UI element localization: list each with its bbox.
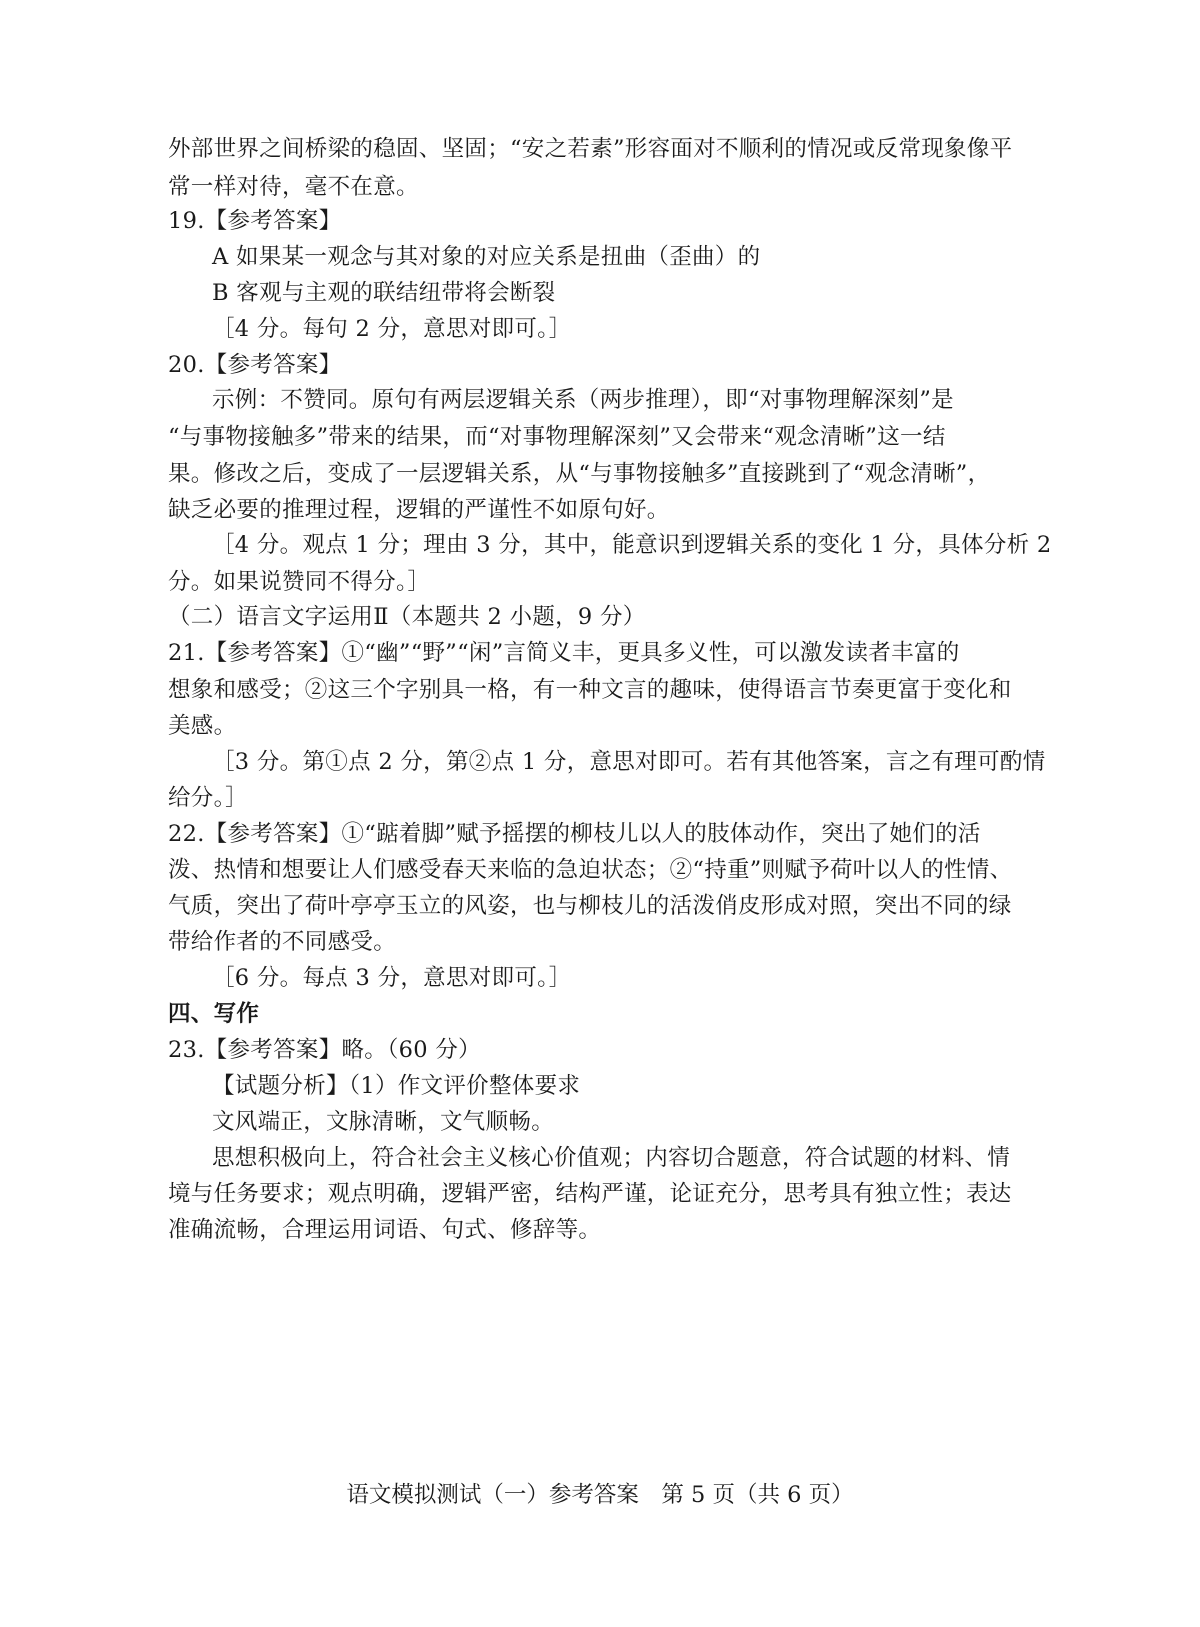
answer-heading-21: 21.【参考答案】①“幽”“野”“闲”言简义丰，更具多义性，可以激发读者丰富的 [168,640,960,666]
text-line: 带给作者的不同感受。 [168,929,397,955]
answer-heading-22: 22.【参考答案】①“踮着脚”赋予摇摆的柳枝儿以人的肢体动作，突出了她们的活 [168,821,981,847]
text-line: 泼、热情和想要让人们感受春天来临的急迫状态；②“持重”则赋予荷叶以人的性情、 [168,857,1013,883]
text-line: 外部世界之间桥梁的稳固、坚固；“安之若素”形容面对不顺利的情况或反常现象像平 [168,136,1013,162]
scoring-note: ［4 分。每句 2 分，意思对即可。］ [212,316,572,342]
text-line: B 客观与主观的联结纽带将会断裂 [212,280,556,306]
text-line: 想象和感受；②这三个字别具一格，有一种文言的趣味，使得语言节奏更富于变化和 [168,677,1012,703]
section-heading: （二）语言文字运用Ⅱ（本题共 2 小题，9 分） [168,604,646,630]
text-line: 分。如果说赞同不得分。］ [168,569,431,595]
text-line: “与事物接触多”带来的结果，而“对事物理解深刻”又会带来“观念清晰”这一结 [168,424,946,450]
text-line: 准确流畅，合理运用词语、句式、修辞等。 [168,1217,602,1243]
answer-heading-23: 23.【参考答案】略。（60 分） [168,1037,481,1063]
scoring-note: ［6 分。每点 3 分，意思对即可。］ [212,965,572,991]
text-line: A 如果某一观念与其对象的对应关系是扭曲（歪曲）的 [212,244,761,270]
analysis-heading: 【试题分析】（1）作文评价整体要求 [212,1073,581,1099]
text-line: 示例：不赞同。原句有两层逻辑关系（两步推理），即“对事物理解深刻”是 [212,387,954,413]
text-line: 常一样对待，毫不在意。 [168,174,419,200]
text-line: 缺乏必要的推理过程，逻辑的严谨性不如原句好。 [168,497,670,523]
section-heading-writing: 四、写作 [168,1001,260,1027]
scoring-note: ［3 分。第①点 2 分，第②点 1 分，意思对即可。若有其他答案，言之有理可酌情 [212,749,1046,775]
text-line: 文风端正，文脉清晰，文气顺畅。 [212,1109,555,1135]
answer-heading-19: 19.【参考答案】 [168,208,342,234]
text-line: 气质，突出了荷叶亭亭玉立的风姿，也与柳枝儿的活泼俏皮形成对照，突出不同的绿 [168,893,1012,919]
text-line: 美感。 [168,713,237,739]
text-line: 果。修改之后，变成了一层逻辑关系，从“与事物接触多”直接跳到了“观念清晰”， [168,461,991,487]
scoring-note: ［4 分。观点 1 分；理由 3 分，其中，能意识到逻辑关系的变化 1 分，具体分析 2 [212,532,1052,558]
page-footer: 语文模拟测试（一）参考答案 第 5 页（共 6 页） [346,1482,854,1508]
text-line: 思想积极向上，符合社会主义核心价值观；内容切合题意，符合试题的材料、情 [212,1145,1011,1171]
text-line: 境与任务要求；观点明确，逻辑严密，结构严谨，论证充分，思考具有独立性；表达 [168,1181,1012,1207]
answer-heading-20: 20.【参考答案】 [168,352,342,378]
text-line: 给分。］ [168,785,248,811]
